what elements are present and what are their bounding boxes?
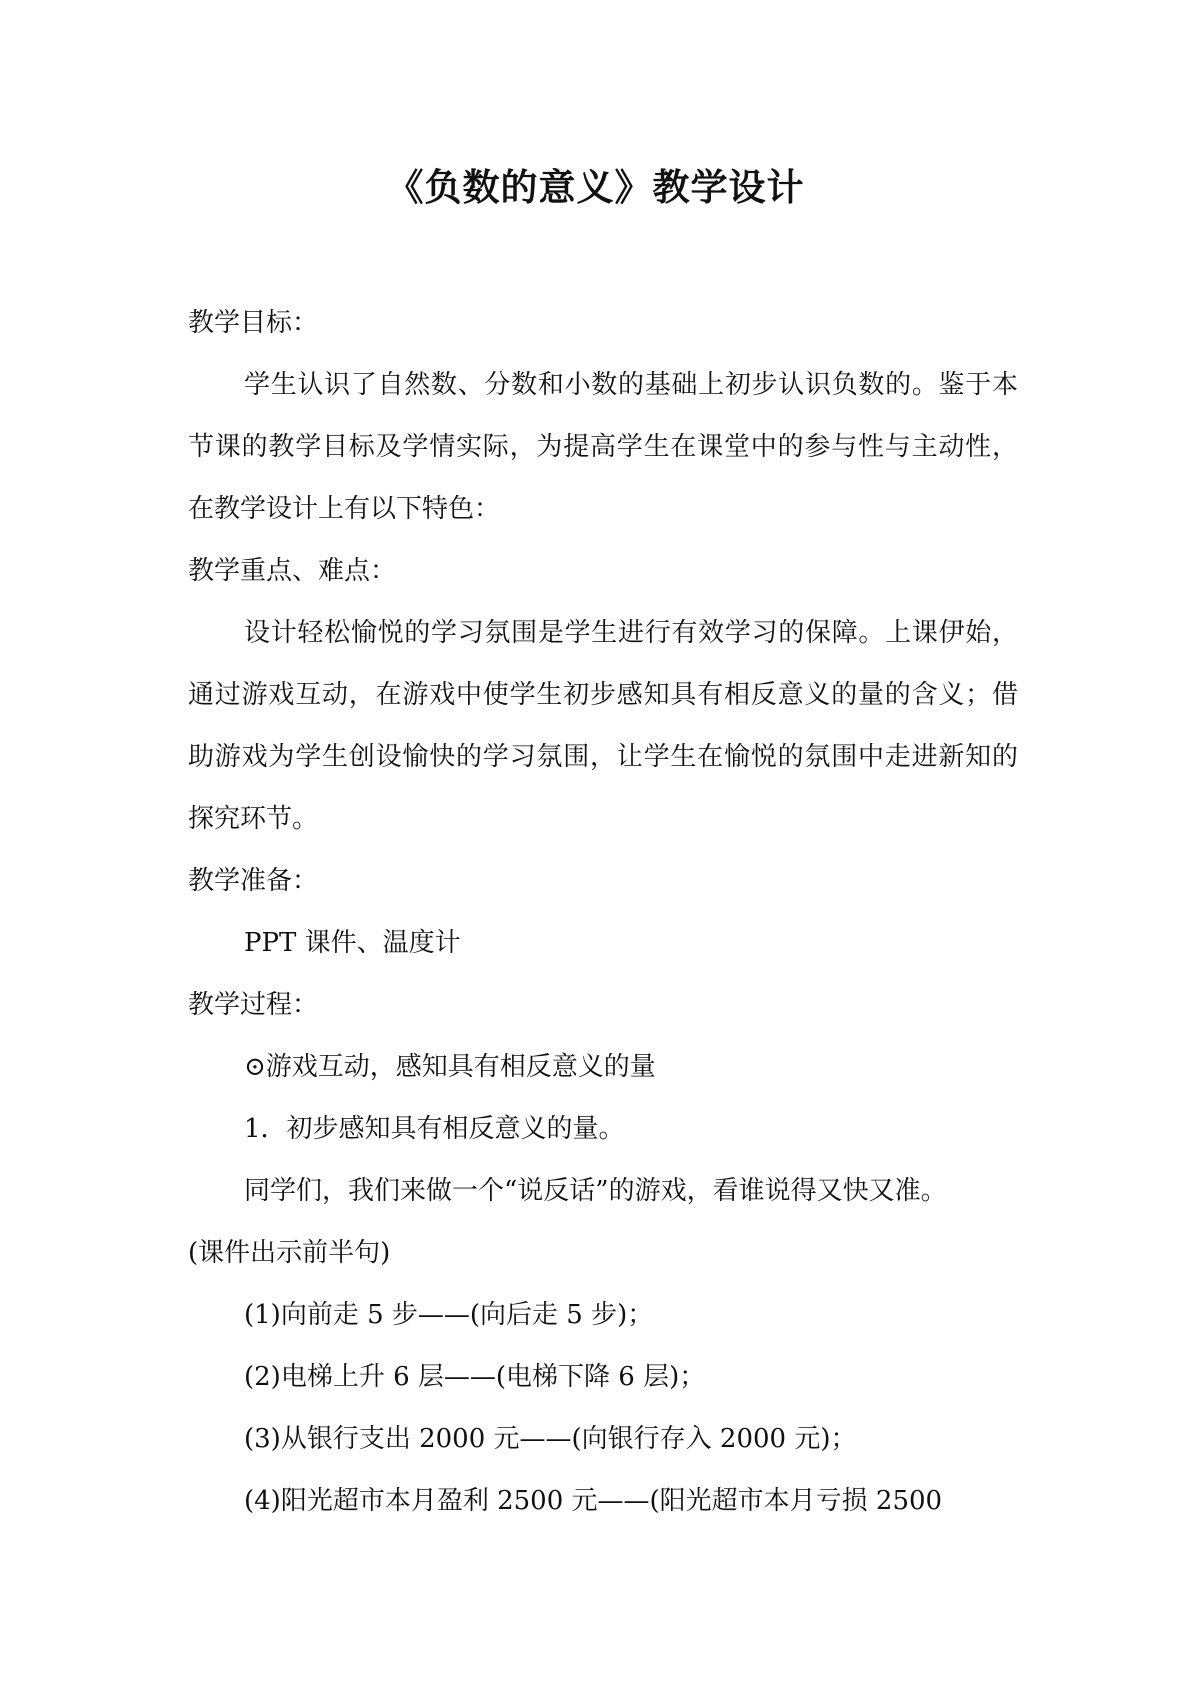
prep-heading: 教学准备：: [188, 866, 319, 896]
process-step: ⊙游戏互动，感知具有相反意义的量: [244, 1052, 656, 1082]
list-item: (2)电梯上升 6 层——(电梯下降 6 层)；: [244, 1362, 706, 1392]
process-heading: 教学过程：: [188, 990, 319, 1020]
key-points-paragraph: 设计轻松愉悦的学习氛围是学生进行有效学习的保障。上课伊始，通过游戏互动，在游戏中使学生初步感知具有相反意义的量的含义；借助游戏为学生创设愉快的学习氛围，让学生在愉悦的氛围中走进新知的探究环节。: [188, 618, 1018, 834]
list-item: (4)阳光超市本月盈利 2500 元——(阳光超市本月亏损 2500: [244, 1486, 943, 1516]
list-item: (3)从银行支出 2000 元——(向银行存入 2000 元)；: [244, 1424, 857, 1454]
process-intro-line: 同学们，我们来做一个“说反话”的游戏，看谁说得又快又准。: [244, 1176, 947, 1206]
process-intro-note: (课件出示前半句): [188, 1238, 391, 1268]
goals-paragraph: 学生认识了自然数、分数和小数的基础上初步认识负数的。鉴于本节课的教学目标及学情实际，为提高学生在课堂中的参与性与主动性，在教学设计上有以下特色：: [188, 370, 1018, 524]
key-points-heading: 教学重点、难点：: [188, 556, 397, 586]
page-title: 《负数的意义》教学设计: [386, 165, 805, 209]
document-body: [188, 292, 1018, 1532]
list-item: (1)向前走 5 步——(向后走 5 步)；: [244, 1300, 654, 1330]
process-substep: 1．初步感知具有相反意义的量。: [244, 1114, 625, 1144]
goals-heading: 教学目标：: [188, 308, 319, 338]
prep-paragraph: PPT 课件、温度计: [244, 928, 461, 958]
